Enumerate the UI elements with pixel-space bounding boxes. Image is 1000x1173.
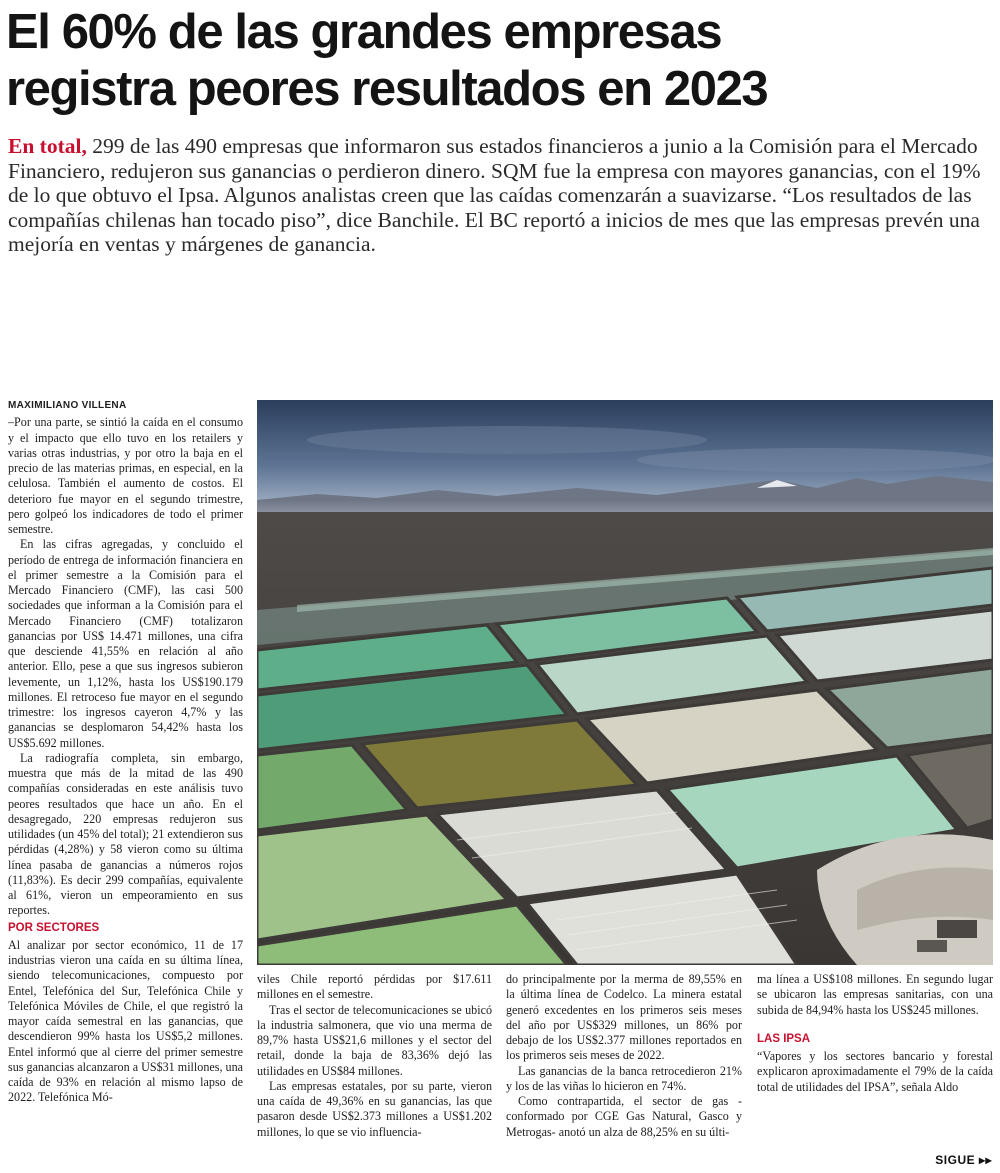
paragraph: Tras el sector de telecomunicaciones se ubicó la industria salmonera, que vio una merma de 89,7% hasta US$21,6 millones y el sector del retail, donde la baja de 83,36% dejó las utilidades en US$84 millones.: [257, 1002, 492, 1078]
continue-label: SIGUE ▸▸: [935, 1153, 992, 1167]
deck-text: 299 de las 490 empresas que informaron sus estados financieros a junio a la Comisión para el Mercado Financiero, redujeron sus ganancias o perdieron dinero. SQM fue la empresa con mayores ganancias, con el 19% de lo que obtuvo el Ipsa. Algunos analistas creen que las caídas comenzarán a suavizarse. “Los resultados de las compañías chilenas han tocado piso”, dice Banchile. El BC reportó a inicios de mes que las empresas prevén una mejoría en ventas y márgenes de ganancia.: [8, 134, 981, 256]
deck-summary: [8, 134, 998, 257]
paragraph: La radiografía completa, sin embargo, muestra que más de la mitad de las 490 compañías consideradas en este análisis tuvo peores resultados que hace un año. En el desagregado, 220 empresas redujeron sus utilidades (un 45% del total); 21 extendieron sus pérdidas (4,28%) y 58 vieron como su última línea pasaba de ganancias a números rojos (11,83%). Es decir 299 compañías, equivalente al 61%, vieron un empeoramiento en sus reportes.: [8, 750, 243, 918]
article-column-4: [757, 972, 993, 1095]
paragraph: Las empresas estatales, por su parte, vieron una caída de 49,36% en su ganancias, las que pasaron desde US$2.373 millones a US$1.202 millones, lo que se vio influencia-: [257, 1078, 492, 1139]
paragraph: Las ganancias de la banca retrocedieron 21% y los de las viñas lo hicieron en 74%.: [506, 1063, 742, 1093]
paragraph: ma línea a US$108 millones. En segundo lugar se ubicaron las empresas sanitarias, con una subida de 84,94% hasta los US$245 millones.: [757, 972, 993, 1017]
paragraph: Al analizar por sector económico, 11 de 17 industrias vieron una caída en su última línea, siendo telecomunicaciones, compuesto por Entel, Telefónica del Sur, Telefónica Chile y Telefónica Móviles de Chile, el que registró la mayor caída semestral en las ganancias, que descendieron 99% hasta los US$5,2 millones. Entel informó que al cierre del primer semestre sus ganancias alcanzaron a US$31 millones, una caída de 93% en relación al mismo lapso de 2022. Telefónica Mó-: [8, 937, 243, 1105]
headline-line-2: registra peores resultados en 2023: [6, 62, 768, 116]
article-column-2: [257, 972, 492, 1140]
article-column-1: [8, 398, 243, 1106]
headline: [6, 4, 996, 118]
paragraph: Como contrapartida, el sector de gas -conformado por CGE Gas Natural, Gasco y Metrogas- anotó un alza de 88,25% en su últi-: [506, 1094, 742, 1139]
paragraph: “Vapores y los sectores bancario y forestal explicaron aproximadamente el 79% de la caída total de utilidades del IPSA”, señala Aldo: [757, 1049, 993, 1094]
aerial-salt-flat-photo: [257, 400, 993, 965]
section-subhead: POR SECTORES: [8, 921, 100, 934]
article-column-3: [506, 972, 742, 1140]
byline: MAXIMILIANO VILLENA: [8, 400, 127, 411]
section-subhead: LAS IPSA: [757, 1032, 811, 1045]
paragraph: En las cifras agregadas, y concluido el período de entrega de información financiera en el primer semestre a la Comisión para el Mercado Financiero (CMF), las casi 500 sociedades que informan a la Comisión para el Mercado Financiero (CMF) totalizaron ganancias por US$ 14.471 millones, una cifra que desciende 41,55% en relación al año anterior. Ello, pese a que sus ingresos subieron levemente, un 1,12%, hasta los US$190.179 millones. El retroceso fue mayor en el segundo trimestre: los ingresos cayeron 4,7% y las ganancias se desplomaron 54,42% hasta los US$5.692 millones.: [8, 537, 243, 750]
paragraph: viles Chile reportó pérdidas por $17.611 millones en el semestre.: [257, 972, 492, 1002]
paragraph: –Por una parte, se sintió la caída en el consumo y el impacto que ello tuvo en los retailers y varias otras industrias, y por otro la baja en el precio de las materias primas, en especial, en la celulosa. También el aumento de costos. El deterioro fue mayor en el segundo trimestre, pero golpeó los indicadores de todo el primer semestre.: [8, 415, 243, 536]
deck-lead: En total,: [8, 134, 87, 158]
headline-line-1: El 60% de las grandes empresas: [6, 5, 722, 59]
paragraph: do principalmente por la merma de 89,55% en la última línea de Codelco. La minera estatal generó excedentes en los primeros seis meses del año por US$329 millones, un 86% por debajo de los US$2.377 millones reportados en los primeros seis meses de 2022.: [506, 972, 742, 1063]
